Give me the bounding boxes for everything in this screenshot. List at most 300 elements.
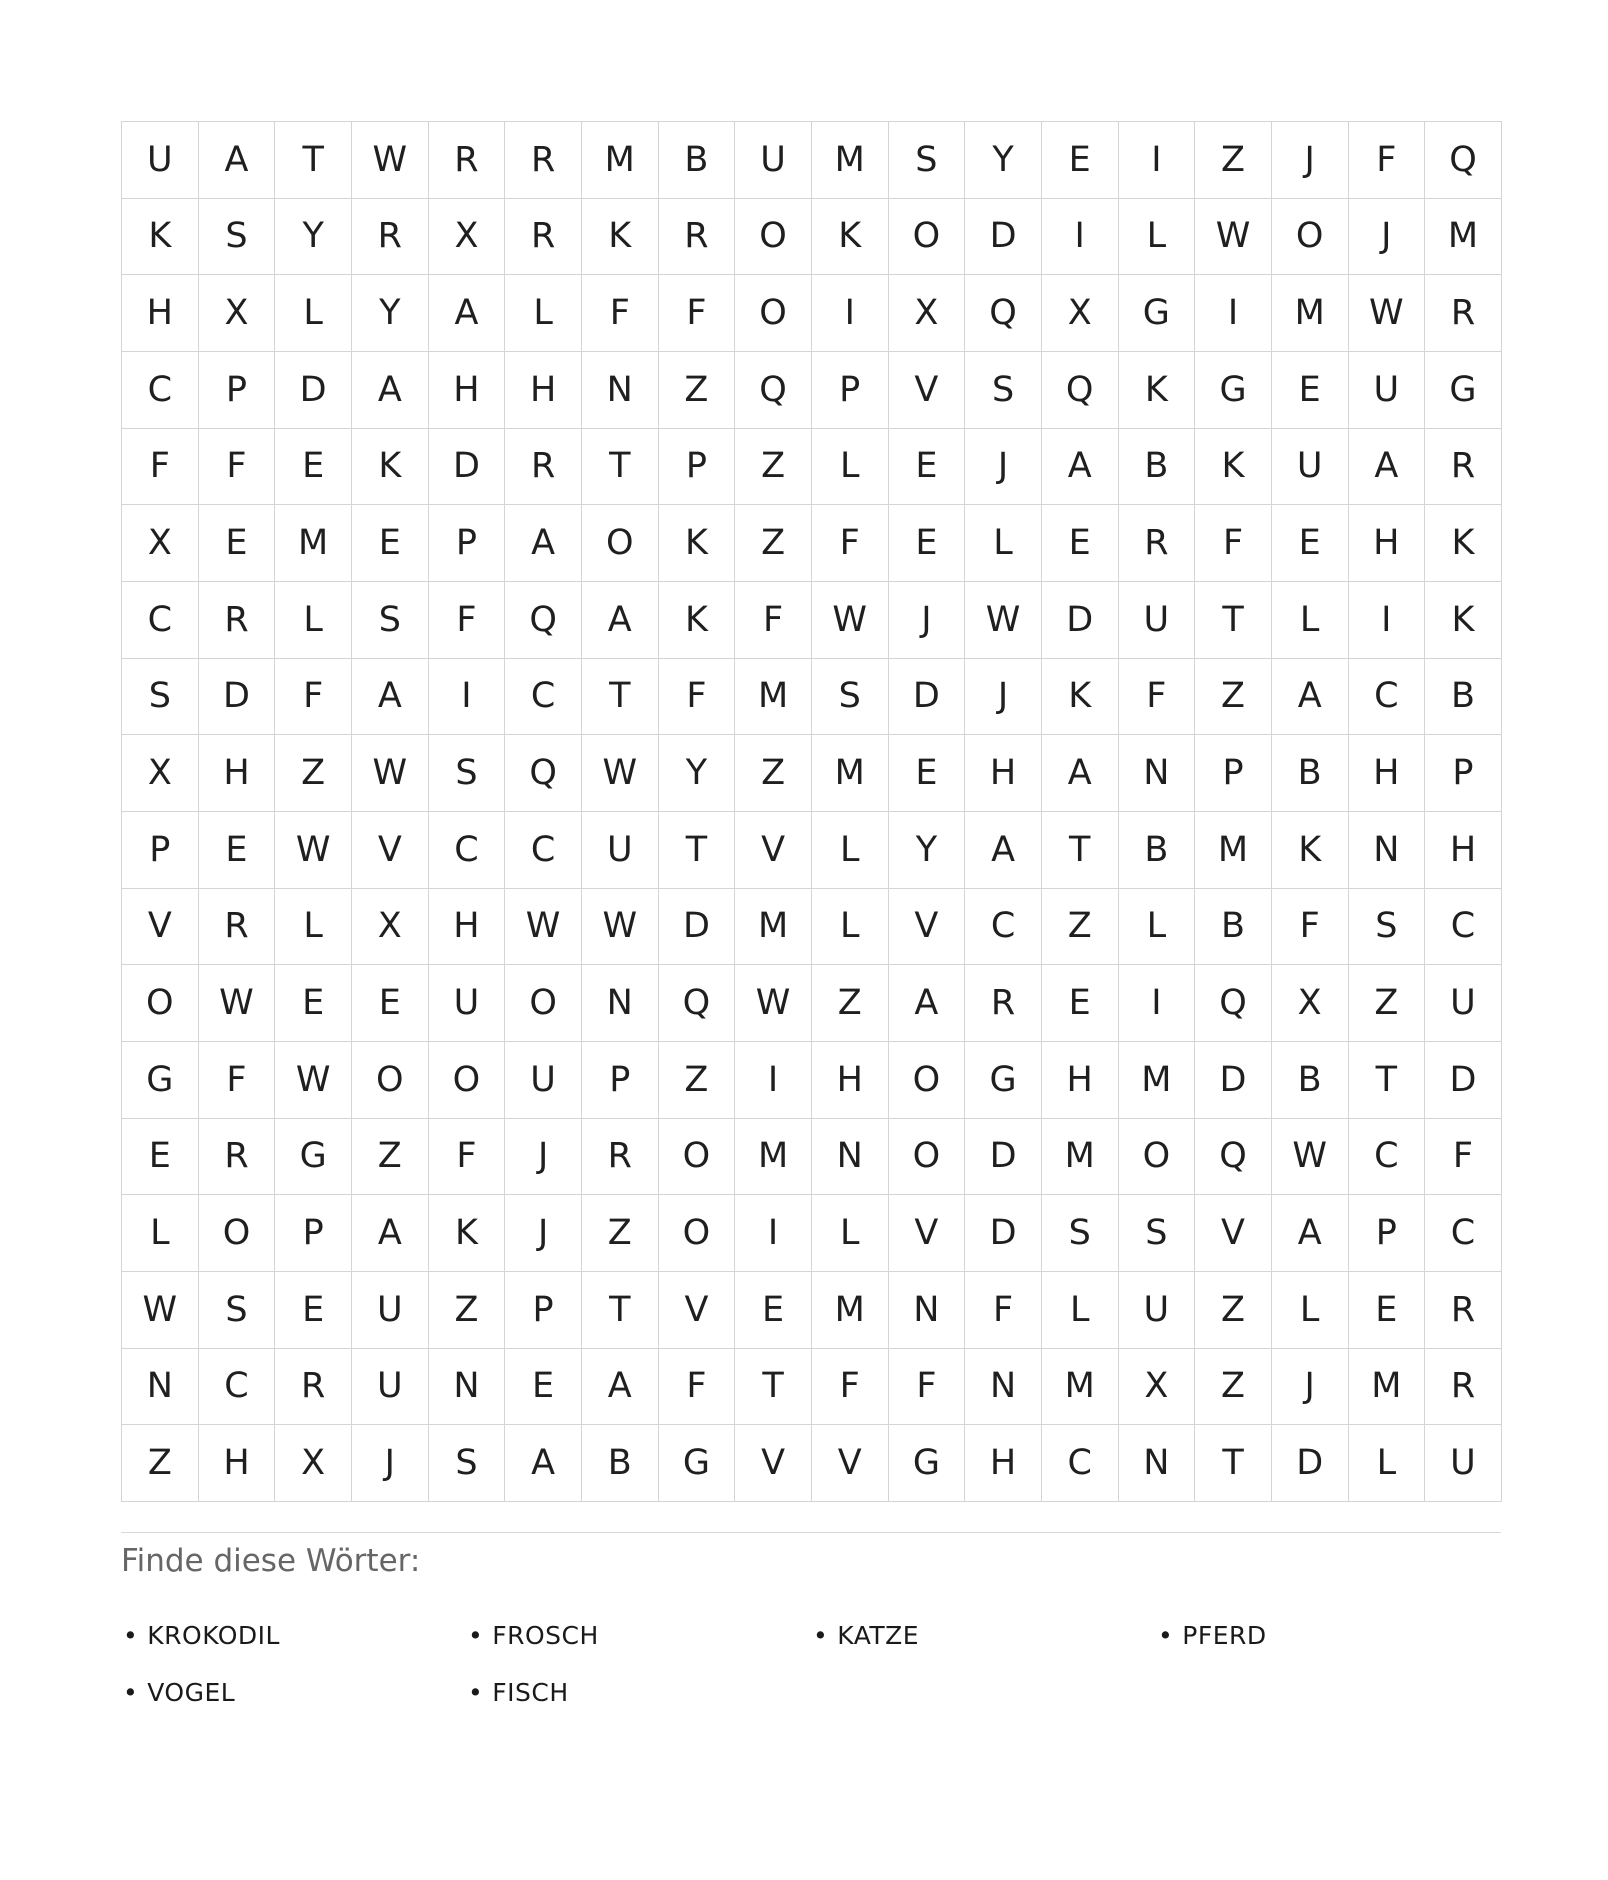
grid-cell[interactable]: P: [1195, 735, 1272, 812]
grid-cell[interactable]: Z: [659, 1042, 736, 1119]
grid-cell[interactable]: A: [429, 275, 506, 352]
grid-cell[interactable]: T: [659, 812, 736, 889]
grid-cell[interactable]: F: [659, 659, 736, 736]
grid-cell[interactable]: X: [889, 275, 966, 352]
grid-cell[interactable]: R: [199, 1119, 276, 1196]
grid-cell[interactable]: A: [965, 812, 1042, 889]
grid-cell[interactable]: N: [812, 1119, 889, 1196]
grid-cell[interactable]: D: [889, 659, 966, 736]
grid-cell[interactable]: D: [1042, 582, 1119, 659]
grid-cell[interactable]: N: [429, 1349, 506, 1426]
grid-cell[interactable]: S: [1042, 1195, 1119, 1272]
grid-cell[interactable]: I: [812, 275, 889, 352]
grid-cell[interactable]: N: [582, 965, 659, 1042]
grid-cell[interactable]: F: [889, 1349, 966, 1426]
grid-cell[interactable]: B: [1119, 429, 1196, 506]
grid-cell[interactable]: L: [812, 1195, 889, 1272]
grid-cell[interactable]: U: [352, 1272, 429, 1349]
grid-cell[interactable]: Z: [735, 505, 812, 582]
grid-cell[interactable]: I: [735, 1042, 812, 1119]
grid-cell[interactable]: Z: [1195, 1272, 1272, 1349]
grid-cell[interactable]: T: [582, 429, 659, 506]
grid-cell[interactable]: A: [352, 352, 429, 429]
grid-cell[interactable]: L: [1119, 199, 1196, 276]
grid-cell[interactable]: L: [1349, 1425, 1426, 1502]
grid-cell[interactable]: M: [275, 505, 352, 582]
grid-cell[interactable]: P: [429, 505, 506, 582]
grid-cell[interactable]: J: [965, 659, 1042, 736]
grid-cell[interactable]: W: [199, 965, 276, 1042]
grid-cell[interactable]: G: [1119, 275, 1196, 352]
grid-cell[interactable]: P: [199, 352, 276, 429]
grid-cell[interactable]: W: [1349, 275, 1426, 352]
grid-cell[interactable]: D: [429, 429, 506, 506]
grid-cell[interactable]: E: [1042, 122, 1119, 199]
grid-cell[interactable]: T: [1195, 1425, 1272, 1502]
grid-cell[interactable]: A: [505, 1425, 582, 1502]
grid-cell[interactable]: Z: [1042, 889, 1119, 966]
grid-cell[interactable]: L: [505, 275, 582, 352]
grid-cell[interactable]: K: [1119, 352, 1196, 429]
grid-cell[interactable]: W: [582, 889, 659, 966]
grid-cell[interactable]: P: [275, 1195, 352, 1272]
grid-cell[interactable]: P: [122, 812, 199, 889]
grid-cell[interactable]: W: [122, 1272, 199, 1349]
grid-cell[interactable]: L: [812, 889, 889, 966]
grid-cell[interactable]: N: [1349, 812, 1426, 889]
grid-cell[interactable]: R: [1119, 505, 1196, 582]
grid-cell[interactable]: E: [275, 429, 352, 506]
grid-cell[interactable]: W: [965, 582, 1042, 659]
grid-cell[interactable]: E: [1042, 965, 1119, 1042]
grid-cell[interactable]: F: [199, 1042, 276, 1119]
grid-cell[interactable]: R: [1425, 275, 1502, 352]
grid-cell[interactable]: O: [582, 505, 659, 582]
grid-cell[interactable]: E: [199, 812, 276, 889]
grid-cell[interactable]: C: [1349, 1119, 1426, 1196]
grid-cell[interactable]: W: [735, 965, 812, 1042]
grid-cell[interactable]: H: [965, 1425, 1042, 1502]
grid-cell[interactable]: I: [1195, 275, 1272, 352]
grid-cell[interactable]: K: [1425, 505, 1502, 582]
grid-cell[interactable]: G: [659, 1425, 736, 1502]
grid-cell[interactable]: V: [735, 812, 812, 889]
grid-cell[interactable]: E: [199, 505, 276, 582]
grid-cell[interactable]: T: [735, 1349, 812, 1426]
grid-cell[interactable]: L: [275, 275, 352, 352]
grid-cell[interactable]: X: [122, 735, 199, 812]
grid-cell[interactable]: G: [889, 1425, 966, 1502]
grid-cell[interactable]: Z: [659, 352, 736, 429]
grid-cell[interactable]: Q: [1195, 1119, 1272, 1196]
grid-cell[interactable]: Z: [1195, 659, 1272, 736]
grid-cell[interactable]: J: [889, 582, 966, 659]
grid-cell[interactable]: K: [1195, 429, 1272, 506]
grid-cell[interactable]: D: [965, 1119, 1042, 1196]
grid-cell[interactable]: C: [199, 1349, 276, 1426]
grid-cell[interactable]: M: [812, 735, 889, 812]
grid-cell[interactable]: F: [812, 505, 889, 582]
grid-cell[interactable]: A: [1349, 429, 1426, 506]
grid-cell[interactable]: H: [199, 1425, 276, 1502]
grid-cell[interactable]: L: [122, 1195, 199, 1272]
grid-cell[interactable]: K: [429, 1195, 506, 1272]
grid-cell[interactable]: H: [199, 735, 276, 812]
grid-cell[interactable]: L: [812, 812, 889, 889]
grid-cell[interactable]: P: [659, 429, 736, 506]
grid-cell[interactable]: F: [735, 582, 812, 659]
grid-cell[interactable]: F: [1349, 122, 1426, 199]
grid-cell[interactable]: Z: [1195, 122, 1272, 199]
grid-cell[interactable]: F: [659, 275, 736, 352]
grid-cell[interactable]: I: [429, 659, 506, 736]
grid-cell[interactable]: E: [735, 1272, 812, 1349]
grid-cell[interactable]: L: [965, 505, 1042, 582]
grid-cell[interactable]: T: [1195, 582, 1272, 659]
grid-cell[interactable]: Q: [1195, 965, 1272, 1042]
grid-cell[interactable]: R: [275, 1349, 352, 1426]
grid-cell[interactable]: C: [122, 582, 199, 659]
grid-cell[interactable]: W: [1195, 199, 1272, 276]
grid-cell[interactable]: D: [1195, 1042, 1272, 1119]
grid-cell[interactable]: B: [659, 122, 736, 199]
grid-cell[interactable]: H: [429, 889, 506, 966]
grid-cell[interactable]: S: [812, 659, 889, 736]
grid-cell[interactable]: X: [1272, 965, 1349, 1042]
grid-cell[interactable]: N: [965, 1349, 1042, 1426]
grid-cell[interactable]: V: [889, 889, 966, 966]
grid-cell[interactable]: V: [352, 812, 429, 889]
grid-cell[interactable]: R: [1425, 1272, 1502, 1349]
grid-cell[interactable]: F: [659, 1349, 736, 1426]
grid-cell[interactable]: U: [352, 1349, 429, 1426]
grid-cell[interactable]: I: [1042, 199, 1119, 276]
grid-cell[interactable]: M: [735, 889, 812, 966]
grid-cell[interactable]: Y: [659, 735, 736, 812]
grid-cell[interactable]: Q: [505, 735, 582, 812]
grid-cell[interactable]: J: [1349, 199, 1426, 276]
grid-cell[interactable]: Z: [429, 1272, 506, 1349]
grid-cell[interactable]: O: [889, 1042, 966, 1119]
grid-cell[interactable]: K: [659, 505, 736, 582]
grid-cell[interactable]: E: [889, 429, 966, 506]
grid-cell[interactable]: W: [505, 889, 582, 966]
grid-cell[interactable]: R: [429, 122, 506, 199]
grid-cell[interactable]: H: [429, 352, 506, 429]
grid-cell[interactable]: B: [1425, 659, 1502, 736]
grid-cell[interactable]: A: [1272, 659, 1349, 736]
grid-cell[interactable]: Z: [1349, 965, 1426, 1042]
grid-cell[interactable]: M: [1042, 1119, 1119, 1196]
grid-cell[interactable]: C: [1349, 659, 1426, 736]
grid-cell[interactable]: W: [275, 1042, 352, 1119]
grid-cell[interactable]: X: [1119, 1349, 1196, 1426]
grid-cell[interactable]: Q: [965, 275, 1042, 352]
grid-cell[interactable]: E: [505, 1349, 582, 1426]
grid-cell[interactable]: R: [505, 199, 582, 276]
grid-cell[interactable]: O: [735, 275, 812, 352]
grid-cell[interactable]: C: [1425, 1195, 1502, 1272]
grid-cell[interactable]: F: [199, 429, 276, 506]
grid-cell[interactable]: H: [1425, 812, 1502, 889]
grid-cell[interactable]: K: [1042, 659, 1119, 736]
grid-cell[interactable]: R: [965, 965, 1042, 1042]
grid-cell[interactable]: C: [1042, 1425, 1119, 1502]
grid-cell[interactable]: S: [1119, 1195, 1196, 1272]
grid-cell[interactable]: U: [1272, 429, 1349, 506]
grid-cell[interactable]: E: [352, 505, 429, 582]
grid-cell[interactable]: M: [1272, 275, 1349, 352]
grid-cell[interactable]: H: [505, 352, 582, 429]
grid-cell[interactable]: E: [122, 1119, 199, 1196]
grid-cell[interactable]: R: [199, 582, 276, 659]
grid-cell[interactable]: O: [889, 1119, 966, 1196]
grid-cell[interactable]: E: [1272, 352, 1349, 429]
grid-cell[interactable]: L: [1272, 1272, 1349, 1349]
grid-cell[interactable]: S: [889, 122, 966, 199]
grid-cell[interactable]: N: [889, 1272, 966, 1349]
grid-cell[interactable]: M: [735, 1119, 812, 1196]
grid-cell[interactable]: M: [812, 1272, 889, 1349]
grid-cell[interactable]: X: [122, 505, 199, 582]
grid-cell[interactable]: U: [1119, 1272, 1196, 1349]
grid-cell[interactable]: O: [659, 1119, 736, 1196]
grid-cell[interactable]: F: [812, 1349, 889, 1426]
grid-cell[interactable]: U: [122, 122, 199, 199]
grid-cell[interactable]: R: [582, 1119, 659, 1196]
grid-cell[interactable]: W: [352, 122, 429, 199]
grid-cell[interactable]: U: [1349, 352, 1426, 429]
grid-cell[interactable]: G: [122, 1042, 199, 1119]
grid-cell[interactable]: Z: [735, 429, 812, 506]
grid-cell[interactable]: J: [505, 1119, 582, 1196]
grid-cell[interactable]: J: [505, 1195, 582, 1272]
grid-cell[interactable]: Z: [275, 735, 352, 812]
grid-cell[interactable]: M: [735, 659, 812, 736]
grid-cell[interactable]: O: [199, 1195, 276, 1272]
grid-cell[interactable]: N: [1119, 735, 1196, 812]
grid-cell[interactable]: V: [889, 1195, 966, 1272]
grid-cell[interactable]: U: [735, 122, 812, 199]
grid-cell[interactable]: I: [735, 1195, 812, 1272]
grid-cell[interactable]: D: [965, 199, 1042, 276]
grid-cell[interactable]: E: [1042, 505, 1119, 582]
grid-cell[interactable]: U: [429, 965, 506, 1042]
grid-cell[interactable]: E: [352, 965, 429, 1042]
grid-cell[interactable]: D: [965, 1195, 1042, 1272]
grid-cell[interactable]: M: [582, 122, 659, 199]
grid-cell[interactable]: U: [1119, 582, 1196, 659]
grid-cell[interactable]: I: [1119, 965, 1196, 1042]
grid-cell[interactable]: N: [122, 1349, 199, 1426]
grid-cell[interactable]: T: [275, 122, 352, 199]
grid-cell[interactable]: O: [352, 1042, 429, 1119]
grid-cell[interactable]: Y: [352, 275, 429, 352]
grid-cell[interactable]: H: [1042, 1042, 1119, 1119]
grid-cell[interactable]: I: [1349, 582, 1426, 659]
grid-cell[interactable]: C: [505, 659, 582, 736]
grid-cell[interactable]: W: [812, 582, 889, 659]
grid-cell[interactable]: G: [1425, 352, 1502, 429]
grid-cell[interactable]: S: [122, 659, 199, 736]
grid-cell[interactable]: H: [122, 275, 199, 352]
grid-cell[interactable]: A: [582, 1349, 659, 1426]
grid-cell[interactable]: R: [199, 889, 276, 966]
grid-cell[interactable]: A: [889, 965, 966, 1042]
grid-cell[interactable]: O: [1119, 1119, 1196, 1196]
grid-cell[interactable]: V: [122, 889, 199, 966]
grid-cell[interactable]: A: [352, 659, 429, 736]
grid-cell[interactable]: T: [1042, 812, 1119, 889]
grid-cell[interactable]: U: [505, 1042, 582, 1119]
grid-cell[interactable]: L: [1119, 889, 1196, 966]
grid-cell[interactable]: F: [122, 429, 199, 506]
grid-cell[interactable]: O: [429, 1042, 506, 1119]
grid-cell[interactable]: X: [1042, 275, 1119, 352]
grid-cell[interactable]: A: [505, 505, 582, 582]
grid-cell[interactable]: W: [352, 735, 429, 812]
grid-cell[interactable]: O: [659, 1195, 736, 1272]
grid-cell[interactable]: R: [659, 199, 736, 276]
grid-cell[interactable]: V: [659, 1272, 736, 1349]
grid-cell[interactable]: F: [275, 659, 352, 736]
grid-cell[interactable]: Q: [659, 965, 736, 1042]
grid-cell[interactable]: M: [1195, 812, 1272, 889]
grid-cell[interactable]: L: [275, 889, 352, 966]
grid-cell[interactable]: I: [1119, 122, 1196, 199]
grid-cell[interactable]: T: [582, 1272, 659, 1349]
grid-cell[interactable]: S: [429, 1425, 506, 1502]
grid-cell[interactable]: Z: [812, 965, 889, 1042]
grid-cell[interactable]: X: [352, 889, 429, 966]
grid-cell[interactable]: B: [1195, 889, 1272, 966]
grid-cell[interactable]: H: [1349, 505, 1426, 582]
grid-cell[interactable]: S: [965, 352, 1042, 429]
grid-cell[interactable]: W: [275, 812, 352, 889]
grid-cell[interactable]: F: [429, 582, 506, 659]
grid-cell[interactable]: R: [352, 199, 429, 276]
grid-cell[interactable]: L: [275, 582, 352, 659]
grid-cell[interactable]: M: [1042, 1349, 1119, 1426]
grid-cell[interactable]: S: [429, 735, 506, 812]
grid-cell[interactable]: K: [659, 582, 736, 659]
grid-cell[interactable]: E: [889, 505, 966, 582]
grid-cell[interactable]: N: [582, 352, 659, 429]
grid-cell[interactable]: S: [1349, 889, 1426, 966]
grid-cell[interactable]: L: [1042, 1272, 1119, 1349]
grid-cell[interactable]: A: [199, 122, 276, 199]
grid-cell[interactable]: U: [1425, 1425, 1502, 1502]
grid-cell[interactable]: O: [505, 965, 582, 1042]
grid-cell[interactable]: T: [1349, 1042, 1426, 1119]
grid-cell[interactable]: G: [1195, 352, 1272, 429]
grid-cell[interactable]: O: [735, 199, 812, 276]
grid-cell[interactable]: S: [352, 582, 429, 659]
grid-cell[interactable]: C: [965, 889, 1042, 966]
grid-cell[interactable]: F: [582, 275, 659, 352]
grid-cell[interactable]: E: [1272, 505, 1349, 582]
grid-cell[interactable]: Z: [735, 735, 812, 812]
grid-cell[interactable]: Z: [352, 1119, 429, 1196]
grid-cell[interactable]: M: [812, 122, 889, 199]
grid-cell[interactable]: N: [1119, 1425, 1196, 1502]
grid-cell[interactable]: W: [582, 735, 659, 812]
grid-cell[interactable]: F: [1195, 505, 1272, 582]
grid-cell[interactable]: D: [199, 659, 276, 736]
grid-cell[interactable]: E: [1349, 1272, 1426, 1349]
grid-cell[interactable]: Y: [275, 199, 352, 276]
grid-cell[interactable]: D: [659, 889, 736, 966]
grid-cell[interactable]: K: [352, 429, 429, 506]
grid-cell[interactable]: Y: [889, 812, 966, 889]
grid-cell[interactable]: V: [735, 1425, 812, 1502]
grid-cell[interactable]: E: [275, 965, 352, 1042]
grid-cell[interactable]: F: [429, 1119, 506, 1196]
grid-cell[interactable]: B: [1119, 812, 1196, 889]
grid-cell[interactable]: A: [1042, 735, 1119, 812]
grid-cell[interactable]: O: [889, 199, 966, 276]
grid-cell[interactable]: J: [965, 429, 1042, 506]
grid-cell[interactable]: C: [1425, 889, 1502, 966]
grid-cell[interactable]: V: [812, 1425, 889, 1502]
grid-cell[interactable]: L: [812, 429, 889, 506]
grid-cell[interactable]: J: [1272, 122, 1349, 199]
grid-cell[interactable]: P: [1349, 1195, 1426, 1272]
grid-cell[interactable]: O: [122, 965, 199, 1042]
grid-cell[interactable]: F: [965, 1272, 1042, 1349]
grid-cell[interactable]: P: [812, 352, 889, 429]
grid-cell[interactable]: D: [275, 352, 352, 429]
grid-cell[interactable]: E: [889, 735, 966, 812]
grid-cell[interactable]: H: [812, 1042, 889, 1119]
grid-cell[interactable]: X: [199, 275, 276, 352]
grid-cell[interactable]: P: [582, 1042, 659, 1119]
grid-cell[interactable]: Z: [582, 1195, 659, 1272]
grid-cell[interactable]: K: [122, 199, 199, 276]
grid-cell[interactable]: V: [889, 352, 966, 429]
grid-cell[interactable]: U: [582, 812, 659, 889]
grid-cell[interactable]: M: [1349, 1349, 1426, 1426]
grid-cell[interactable]: X: [429, 199, 506, 276]
grid-cell[interactable]: R: [1425, 1349, 1502, 1426]
grid-cell[interactable]: E: [275, 1272, 352, 1349]
grid-cell[interactable]: F: [1425, 1119, 1502, 1196]
grid-cell[interactable]: H: [965, 735, 1042, 812]
grid-cell[interactable]: K: [582, 199, 659, 276]
grid-cell[interactable]: O: [1272, 199, 1349, 276]
grid-cell[interactable]: K: [1425, 582, 1502, 659]
grid-cell[interactable]: B: [1272, 735, 1349, 812]
grid-cell[interactable]: D: [1272, 1425, 1349, 1502]
grid-cell[interactable]: K: [812, 199, 889, 276]
grid-cell[interactable]: Q: [505, 582, 582, 659]
grid-cell[interactable]: J: [352, 1425, 429, 1502]
grid-cell[interactable]: Q: [1042, 352, 1119, 429]
grid-cell[interactable]: P: [505, 1272, 582, 1349]
grid-cell[interactable]: Z: [122, 1425, 199, 1502]
grid-cell[interactable]: D: [1425, 1042, 1502, 1119]
grid-cell[interactable]: U: [1425, 965, 1502, 1042]
grid-cell[interactable]: S: [199, 199, 276, 276]
grid-cell[interactable]: A: [582, 582, 659, 659]
grid-cell[interactable]: K: [1272, 812, 1349, 889]
grid-cell[interactable]: J: [1272, 1349, 1349, 1426]
grid-cell[interactable]: Z: [1195, 1349, 1272, 1426]
grid-cell[interactable]: Q: [1425, 122, 1502, 199]
grid-cell[interactable]: R: [1425, 429, 1502, 506]
grid-cell[interactable]: M: [1425, 199, 1502, 276]
grid-cell[interactable]: R: [505, 122, 582, 199]
